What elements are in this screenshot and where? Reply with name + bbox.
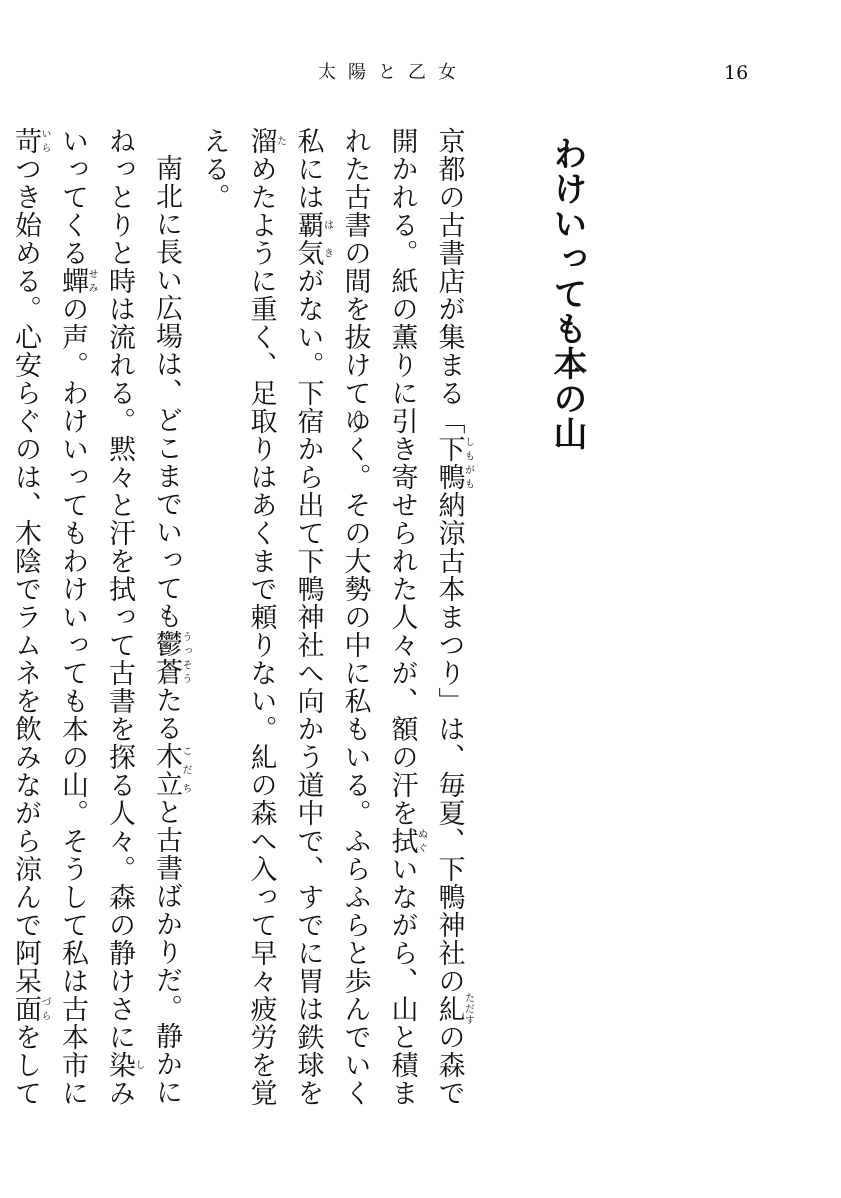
text-run: がない。下宿から出て下鴨神社へ向かう道中で、すでに胃は鉄球を [292, 267, 324, 1107]
text-run: めたように重く、足取りはあくまで頼りない。糺の森へ入って早々疲労を覚える。 [198, 127, 277, 1107]
text-run: をして [10, 1023, 41, 1107]
ruby-word [10, 127, 50, 155]
text-run: つき始める。心安らぐのは、木陰でラムネを飲みながら涼んで阿呆 [10, 155, 41, 995]
ruby-reading: うっそう [180, 630, 191, 686]
text-run: たる [151, 686, 182, 742]
ruby-base: 拭 [386, 827, 418, 855]
ruby-reading: いら [39, 127, 50, 155]
ruby-reading: ぬぐ [415, 827, 427, 855]
ruby-word [151, 742, 191, 798]
ruby-word [433, 992, 474, 1026]
ruby-word [245, 127, 286, 155]
chapter-title: わけいっても本の山 [547, 136, 587, 451]
text-run: 納涼古本まつり」は、毎夏、下鴨神社の [433, 491, 465, 995]
ruby-base: 溜 [245, 127, 277, 155]
running-head: 太陽と乙女 [318, 62, 468, 83]
ruby-base: 糺 [433, 992, 465, 1026]
text-run: みいってくる [57, 127, 135, 1107]
ruby-base: 木立 [151, 742, 182, 798]
ruby-word [292, 211, 333, 267]
ruby-base: 蟬 [57, 267, 88, 295]
ruby-reading: こだち [180, 742, 191, 798]
ruby-reading: ただす [462, 992, 474, 1026]
ruby-base: 染 [104, 1051, 135, 1079]
ruby-word [433, 435, 474, 491]
ruby-base: 面 [10, 995, 41, 1023]
text-run: と古書ばかりだ。静かにねっとりと時は流れる。黙々と汗を拭って古書を探る人々。森の静けさに [104, 127, 182, 1106]
text-run: 京都の古書店が集まる「 [433, 127, 465, 435]
ruby-word [10, 995, 50, 1023]
ruby-base: 下鴨 [433, 435, 465, 491]
paragraph-1 [191, 127, 474, 1107]
text-run: の森で開かれる。紙の薫りに引き寄せられた人々が、額の汗を [386, 127, 465, 1107]
ruby-reading: し [133, 1051, 144, 1079]
ruby-base: 鬱蒼 [151, 630, 182, 686]
paragraph-2 [0, 127, 191, 1107]
ruby-reading: しもがも [462, 435, 474, 491]
ruby-word [386, 827, 427, 855]
text-run: いながら、山と積まれた古書の間を抜けてゆく。その大勢の中に私もいる。ふらふらと歩んでいく私には [292, 127, 418, 1107]
body-text [10, 127, 474, 1107]
page-number: 16 [724, 62, 749, 84]
ruby-reading: せみ [86, 267, 97, 295]
text-run: 南北に長い広場は、どこまでいっても [151, 154, 182, 630]
ruby-base: 覇気 [292, 211, 324, 267]
ruby-base: 苛 [10, 127, 41, 155]
ruby-word [104, 1051, 144, 1079]
text-run: の声。わけいってもわけいっても本の山。そうして私は古本市に [57, 295, 88, 1107]
ruby-reading: づら [39, 995, 50, 1023]
ruby-word [57, 267, 97, 295]
ruby-word [151, 630, 191, 686]
ruby-reading: た [274, 127, 286, 155]
ruby-reading: はき [321, 211, 333, 267]
